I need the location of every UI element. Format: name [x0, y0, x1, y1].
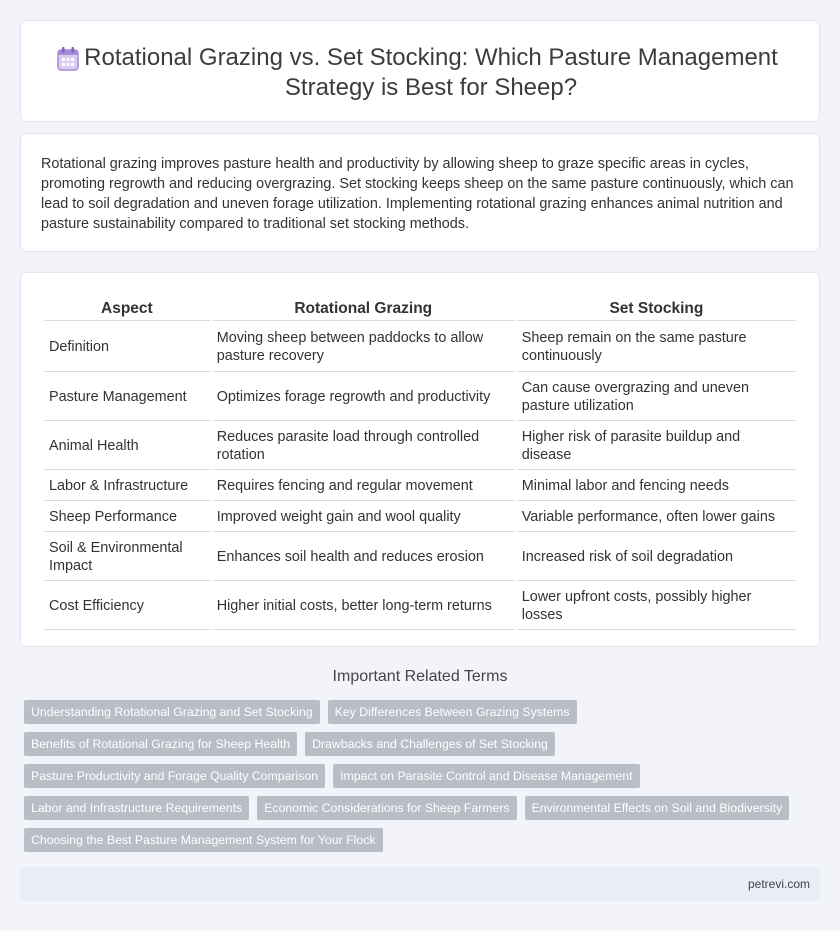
title-card — [20, 20, 820, 122]
set-stocking-cell: Lower upfront costs, possibly higher losses — [517, 583, 796, 630]
page-title: Rotational Grazing vs. Set Stocking: Which Pasture Management Strategy is Best for Sheep? — [84, 44, 778, 101]
related-term-tag[interactable]: Benefits of Rotational Grazing for Sheep Health — [24, 732, 297, 756]
set-stocking-cell: Increased risk of soil degradation — [517, 534, 796, 581]
comparison-card — [20, 272, 820, 647]
related-terms-title: Important Related Terms — [332, 668, 508, 685]
aspect-cell: Animal Health — [44, 423, 210, 470]
set-stocking-cell: Variable performance, often lower gains — [517, 503, 796, 532]
related-term-tag[interactable]: Labor and Infrastructure Requirements — [24, 796, 249, 820]
related-term-tag[interactable]: Choosing the Best Pasture Management System for Your Flock — [24, 828, 383, 852]
intro-card — [20, 133, 820, 252]
aspect-cell: Soil & Environmental Impact — [44, 534, 210, 581]
rotational-cell: Improved weight gain and wool quality — [212, 503, 515, 532]
table-row — [44, 323, 796, 372]
rotational-cell: Enhances soil health and reduces erosion — [212, 534, 515, 581]
aspect-cell: Cost Efficiency — [44, 583, 210, 630]
site-link[interactable]: petrevi.com — [747, 877, 810, 891]
related-term-tag[interactable]: Key Differences Between Grazing Systems — [328, 700, 577, 724]
table-row — [44, 534, 796, 581]
set-stocking-cell: Can cause overgrazing and uneven pasture utilization — [517, 374, 796, 421]
aspect-cell: Pasture Management — [44, 374, 210, 421]
set-stocking-cell: Minimal labor and fencing needs — [517, 472, 796, 501]
related-term-tag[interactable]: Understanding Rotational Grazing and Set Stocking — [24, 700, 320, 724]
table-header-row — [44, 297, 796, 321]
rotational-cell: Higher initial costs, better long-term returns — [212, 583, 515, 630]
aspect-cell: Definition — [44, 323, 210, 372]
rotational-cell: Requires fencing and regular movement — [212, 472, 515, 501]
table-row — [44, 583, 796, 630]
related-term-tag[interactable]: Pasture Productivity and Forage Quality Comparison — [24, 764, 325, 788]
rotational-cell: Reduces parasite load through controlled rotation — [212, 423, 515, 470]
header-set-stocking: Set Stocking — [517, 297, 796, 321]
table-row — [44, 374, 796, 421]
related-terms-list — [24, 700, 814, 860]
rotational-cell: Moving sheep between paddocks to allow pasture recovery — [212, 323, 515, 372]
aspect-cell: Sheep Performance — [44, 503, 210, 532]
related-term-tag[interactable]: Environmental Effects on Soil and Biodiversity — [525, 796, 790, 820]
intro-paragraph: Rotational grazing improves pasture health and productivity by allowing sheep to graze specific areas in cycles, promoting regrowth and reducing overgrazing. Set stocking keeps sheep on the same pasture continuously, which can lead to soil degradation and uneven forage utilization. Implementing rotational grazing enhances animal nutrition and pasture sustainability compared to traditional set stocking methods. — [41, 156, 794, 232]
set-stocking-cell: Sheep remain on the same pasture continuously — [517, 323, 796, 372]
comparison-table — [42, 295, 798, 632]
set-stocking-cell: Higher risk of parasite buildup and disease — [517, 423, 796, 470]
header-rotational-grazing: Rotational Grazing — [212, 297, 515, 321]
aspect-cell: Labor & Infrastructure — [44, 472, 210, 501]
related-term-tag[interactable]: Impact on Parasite Control and Disease Management — [333, 764, 640, 788]
related-term-tag[interactable]: Drawbacks and Challenges of Set Stocking — [305, 732, 555, 756]
table-row — [44, 423, 796, 470]
header-aspect: Aspect — [44, 297, 210, 321]
table-row — [44, 472, 796, 501]
table-row — [44, 503, 796, 532]
footer — [20, 867, 820, 901]
rotational-cell: Optimizes forage regrowth and productivity — [212, 374, 515, 421]
related-term-tag[interactable]: Economic Considerations for Sheep Farmers — [257, 796, 516, 820]
